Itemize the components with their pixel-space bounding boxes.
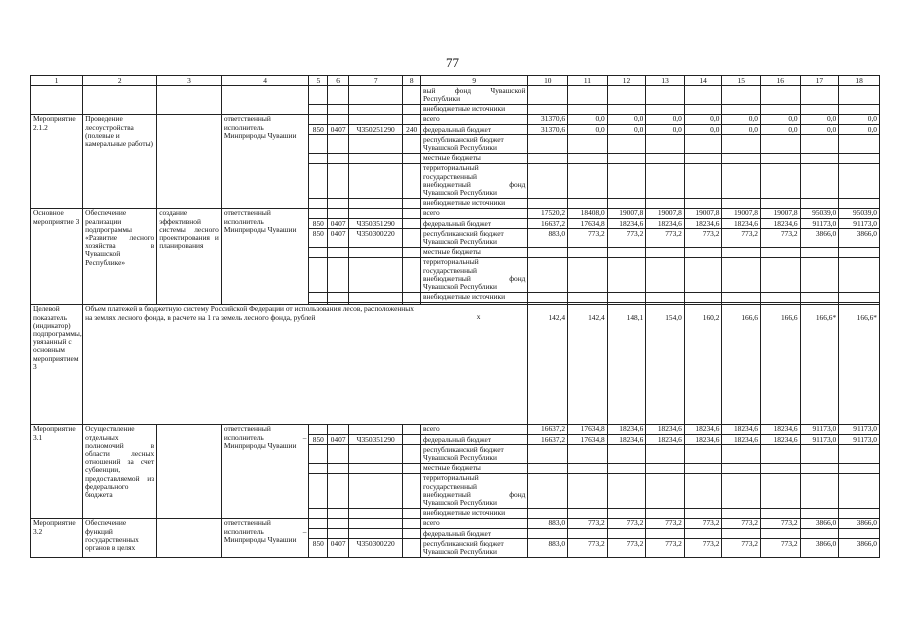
grbs-code: 850 [309,435,328,445]
value-cell: 773,2 [684,229,722,247]
value-cell: 3866,0 [839,518,880,528]
header-cell: 3 [157,76,222,86]
value-cell: 0,0 [646,125,685,135]
header-cell: 16 [760,76,800,86]
header-cell: 9 [421,76,528,86]
header-row [31,76,880,86]
value-cell: 16637,2 [528,435,568,445]
table-row [31,304,880,424]
value-cell: 18234,6 [760,435,800,445]
source-cell: всего [421,208,528,218]
value-cell: 3866,0 [800,518,839,528]
activity-name: Мероприятие 3.1 [31,424,83,518]
value-cell: 91173,0 [800,435,839,445]
value-cell: 166,6 [760,304,800,424]
value-cell: 0,0 [684,125,722,135]
page-number: 77 [446,55,459,70]
value-cell: 18234,6 [646,435,685,445]
value-cell: 142,4 [528,304,568,424]
value-cell: 17634,8 [568,435,608,445]
header-cell: 18 [839,76,880,86]
source-cell: внебюджетные источники [421,104,528,114]
value-cell: 773,2 [760,539,800,557]
value-cell: 3866,0 [839,539,880,557]
value-cell: 0,0 [839,114,880,124]
header-cell: 13 [646,76,685,86]
value-cell: 773,2 [722,229,761,247]
rzpr-code: 0407 [328,219,349,229]
value-cell: 18234,6 [722,219,761,229]
table-row [31,208,880,218]
responsible: ответственный исполнитель Минприроды Чувашии [221,114,309,208]
value-cell: 17520,2 [528,208,568,218]
header-cell: 8 [403,76,421,86]
value-cell: 19007,8 [646,208,685,218]
source-cell: республиканский бюджет Чувашской Республики [421,135,528,153]
value-cell: 95039,0 [800,208,839,218]
source-cell: местные бюджеты [421,247,528,257]
value-cell: 773,2 [722,539,761,557]
value-cell: 0,0 [568,114,608,124]
header-cell: 2 [83,76,157,86]
csr-code: Ч350251290 [349,125,403,135]
value-cell: 18234,6 [607,424,646,434]
value-cell: 773,2 [568,518,608,528]
header-cell: 6 [328,76,349,86]
value-cell: 31370,6 [528,114,568,124]
value-cell: 91173,0 [839,219,880,229]
value-cell: 18234,6 [684,424,722,434]
responsible: ответственный исполнитель – Минприроды Чувашии [221,518,309,557]
header-cell: 4 [221,76,309,86]
vr-code: 240 [403,125,421,135]
value-cell: 18234,6 [607,435,646,445]
value-cell: 18234,6 [684,435,722,445]
rzpr-code: 0407 [328,125,349,135]
value-cell: 0,0 [607,125,646,135]
indicator-text [83,304,528,424]
source-cell: всего [421,518,528,528]
indicator-x: х [476,312,481,322]
value-cell: 773,2 [607,518,646,528]
source-cell: внебюджетные источники [421,198,528,208]
csr-code: Ч350351290 [349,435,403,445]
header-cell: 11 [568,76,608,86]
value-cell: 91173,0 [839,435,880,445]
value-cell: 773,2 [760,518,800,528]
value-cell: 773,2 [568,539,608,557]
value-cell: 166,6 [722,304,761,424]
value-cell: 18234,6 [607,219,646,229]
activity-title: Обеспечение реализации подпрограммы «Развитие лесного хозяйства в Чувашской Республике» [83,208,157,304]
csr-code: Ч350300220 [349,539,403,557]
value-cell: 166,6* [800,304,839,424]
value-cell: 3866,0 [800,229,839,247]
indicator-name: Целевой показатель (индикатор) подпрограммы, увязанный с основным мероприятием 3 [31,304,83,424]
source-cell: местные бюджеты [421,153,528,163]
value-cell: 18234,6 [722,424,761,434]
value-cell: 0,0 [800,125,839,135]
value-cell: 0,0 [800,114,839,124]
value-cell: 773,2 [684,518,722,528]
source-cell: республиканский бюджет Чувашской Республики [421,229,528,247]
rzpr-code: 0407 [328,229,349,247]
responsible: ответственный исполнитель – Минприроды Чувашии [221,424,309,518]
value-cell: 148,1 [607,304,646,424]
activity-goal: создание эффективной системы лесного проектирования и планирования [157,208,222,304]
header-cell: 12 [607,76,646,86]
value-cell: 773,2 [646,539,685,557]
value-cell: 16637,2 [528,219,568,229]
header-cell: 15 [722,76,761,86]
value-cell: 16637,2 [528,424,568,434]
value-cell: 0,0 [722,125,761,135]
value-cell: 18234,6 [646,219,685,229]
source-cell: территориальный государственный внебюджетный фонд Чувашской Республики [421,473,528,508]
value-cell: 3866,0 [839,229,880,247]
value-cell: 91173,0 [800,424,839,434]
header-cell: 5 [309,76,328,86]
responsible: ответственный исполнитель Минприроды Чувашии [221,208,309,304]
value-cell: 19007,8 [760,208,800,218]
activity-title: Проведение лесоустройства (полевые и камеральные работы) [83,114,157,208]
csr-code: Ч350351290 [349,219,403,229]
csr-code: Ч350300220 [349,229,403,247]
value-cell: 883,0 [528,539,568,557]
value-cell: 18234,6 [684,219,722,229]
value-cell: 773,2 [760,229,800,247]
rzpr-code: 0407 [328,539,349,557]
header-cell: 7 [349,76,403,86]
activity-name: Основное мероприятие 3 [31,208,83,304]
value-cell: 91173,0 [839,424,880,434]
value-cell: 0,0 [760,125,800,135]
grbs-code: 850 [309,125,328,135]
grbs-code: 850 [309,539,328,557]
value-cell: 154,0 [646,304,685,424]
value-cell: 91173,0 [800,219,839,229]
value-cell: 142,4 [568,304,608,424]
table-row [31,86,880,104]
value-cell: 0,0 [646,114,685,124]
source-cell: внебюджетные источники [421,508,528,518]
value-cell: 166,6* [839,304,880,424]
value-cell: 0,0 [722,114,761,124]
value-cell: 0,0 [607,114,646,124]
header-cell: 10 [528,76,568,86]
value-cell: 773,2 [722,518,761,528]
source-cell: федеральный бюджет [421,435,528,445]
indicator-description: Объем платежей в бюджетную систему Российской Федерации от использования лесов, расположенных на землях лесного фонда, в расчете на 1 га земель лесного фонда, рублей [85,304,414,322]
value-cell: 19007,8 [684,208,722,218]
activity-title: Обеспечение функций государственных органов в целях [83,518,157,557]
table-row [31,424,880,434]
source-cell: федеральный бюджет [421,219,528,229]
value-cell: 773,2 [646,229,685,247]
value-cell: 95039,0 [839,208,880,218]
header-cell: 1 [31,76,83,86]
value-cell: 0,0 [760,114,800,124]
value-cell: 160,2 [684,304,722,424]
value-cell: 773,2 [646,518,685,528]
value-cell: 883,0 [528,229,568,247]
rzpr-code: 0407 [328,435,349,445]
table-row [31,518,880,528]
value-cell: 18234,6 [722,435,761,445]
activity-title: Осуществление отдельных полномочий в области лесных отношений за счет субвенции, предоставляемой из федерального бюджета [83,424,157,518]
value-cell: 0,0 [684,114,722,124]
source-cell: территориальный государственный внебюджетный фонд Чувашской Республики [421,163,528,198]
source-cell: республиканский бюджет Чувашской Республики [421,539,528,557]
header-cell: 17 [800,76,839,86]
value-cell: 883,0 [528,518,568,528]
value-cell: 19007,8 [607,208,646,218]
value-cell: 18234,6 [760,424,800,434]
value-cell: 0,0 [839,125,880,135]
source-cell: территориальный государственный внебюджетный фонд Чувашской Республики [421,257,528,292]
source-cell: республиканский бюджет Чувашской Республики [421,445,528,463]
value-cell: 17634,8 [568,424,608,434]
source-cell: местные бюджеты [421,463,528,473]
activity-name: Мероприятие 2.1.2 [31,114,83,208]
value-cell: 18234,6 [646,424,685,434]
grbs-code: 850 [309,229,328,247]
value-cell: 773,2 [568,229,608,247]
value-cell: 18408,0 [568,208,608,218]
value-cell: 773,2 [684,539,722,557]
value-cell: 773,2 [607,229,646,247]
grbs-code: 850 [309,219,328,229]
program-table [30,75,880,558]
value-cell: 773,2 [607,539,646,557]
source-cell: внебюджетные источники [421,292,528,302]
table-row [31,114,880,124]
source-cell: вый фонд Чувашской Республики [421,86,528,104]
source-cell: федеральный бюджет [421,125,528,135]
value-cell: 19007,8 [722,208,761,218]
source-cell: всего [421,424,528,434]
source-cell: федеральный бюджет [421,529,528,539]
value-cell: 0,0 [568,125,608,135]
value-cell: 17634,8 [568,219,608,229]
value-cell: 31370,6 [528,125,568,135]
header-cell: 14 [684,76,722,86]
activity-name: Мероприятие 3.2 [31,518,83,557]
source-cell: всего [421,114,528,124]
value-cell: 18234,6 [760,219,800,229]
value-cell: 3866,0 [800,539,839,557]
